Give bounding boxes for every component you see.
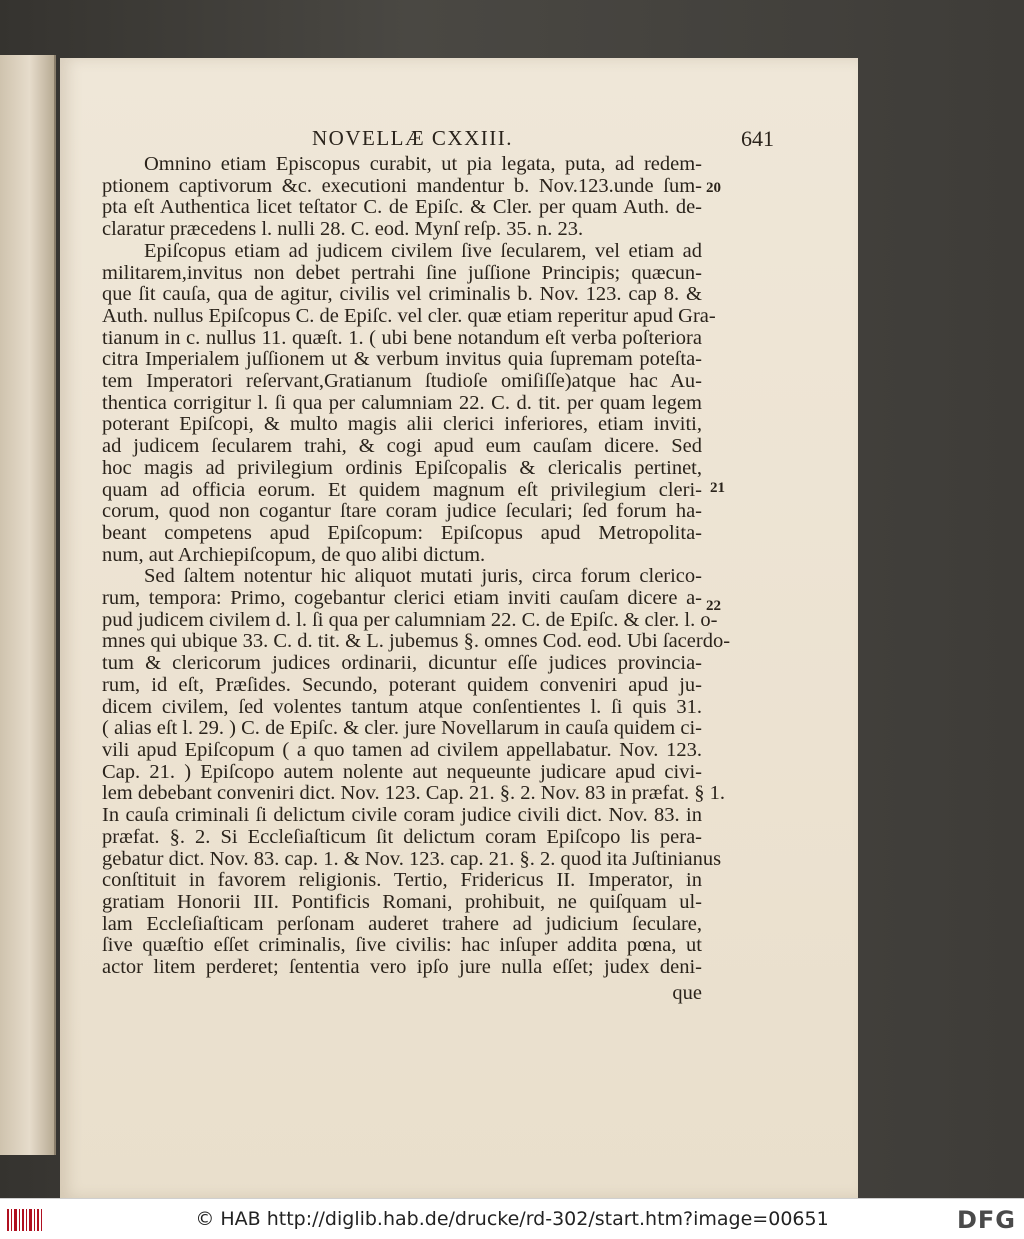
previous-page-edge xyxy=(0,55,56,1155)
text-line: Auth. nullus Epiſcopus C. de Epiſc. vel cler. quæ etiam reperitur apud Gra- xyxy=(102,304,716,327)
margin-number-21: 21 xyxy=(710,480,725,496)
text-line: quam ad officia eorum. Et quidem magnum eſt privilegium cleri- xyxy=(102,478,702,501)
text-line: rum, id eſt, Præſides. Secundo, poterant quidem conveniri apud ju- xyxy=(102,673,702,696)
text-line: poterant Epiſcopi, & multo magis alii clerici inferiores, etiam inviti, xyxy=(102,413,702,436)
catchword: que xyxy=(672,981,702,1004)
text-line: num, aut Archiepiſcopum, de quo alibi dictum. xyxy=(102,543,486,566)
text-line: tum & clericorum judices ordinarii, dicuntur eſſe judices provincia- xyxy=(102,652,702,675)
footer-bar xyxy=(0,1198,1024,1239)
body-text xyxy=(102,154,762,979)
text-line: vili apud Epiſcopum ( a quo tamen ad civilem appellabatur. Nov. 123. xyxy=(102,738,702,761)
text-line: thentica corrigitur l. ſi qua per calumniam 22. C. d. tit. per quam legem xyxy=(102,391,702,414)
text-line: citra Imperialem juſſionem ut & verbum invitus quia ſupremam poteſta- xyxy=(102,348,702,371)
text-line: claratur præcedens l. nulli 28. C. eod. Mynſ reſp. 35. n. 23. xyxy=(102,218,584,241)
text-line: ( alias eſt l. 29. ) C. de Epiſc. & cler. jure Novellarum in cauſa quidem ci- xyxy=(102,717,702,740)
text-line: hoc magis ad privilegium ordinis Epiſcopalis & clericalis pertinet, xyxy=(102,456,702,479)
text-line: Cap. 21. ) Epiſcopo autem nolente aut nequeunte judicare apud civi- xyxy=(102,760,702,783)
folio-number: 641 xyxy=(741,126,774,151)
text-line: tianum in c. nullus 11. quæſt. 1. ( ubi bene notandum eſt verba poſteriora xyxy=(102,326,702,349)
text-line: rum, tempora: Primo, cogebantur clerici etiam inviti cauſam dicere a- xyxy=(102,587,702,610)
text-line: Omnino etiam Episcopus curabit, ut pia legata, puta, ad redem- xyxy=(144,153,702,175)
running-head: NOVELLÆ CXXIII. xyxy=(312,126,513,150)
book-page xyxy=(60,58,858,1198)
margin-number-22: 22 xyxy=(706,598,721,614)
text-line: lam Eccleſiaſticam perſonam auderet trahere ad judicium ſeculare, xyxy=(102,912,702,935)
text-line: conſtituit in favorem religionis. Tertio, Fridericus II. Imperator, in xyxy=(102,869,702,892)
text-line: dicem civilem, ſed volentes tantum atque conſentientes l. ſi quis 31. xyxy=(102,695,702,718)
text-line: militarem,invitus non debet pertrahi ſine juſſione Principis; quæcun- xyxy=(102,261,702,284)
text-line: In cauſa criminali ſi delictum civile coram judice civili dict. Nov. 83. in xyxy=(102,804,702,827)
text-line: mnes qui ubique 33. C. d. tit. & L. jubemus §. omnes Cod. eod. Ubi ſacerdo- xyxy=(102,630,731,653)
text-line: actor litem perderet; ſententia vero ipſo jure nulla eſſet; judex deni- xyxy=(102,956,702,979)
text-line: ptionem captivorum &c. executioni mandentur b. Nov.123.unde ſum- xyxy=(102,174,702,197)
text-line: gebatur dict. Nov. 83. cap. 1. & Nov. 123. cap. 21. §. 2. quod ita Juſtinianus xyxy=(102,847,722,870)
text-line: lem debebant conveniri dict. Nov. 123. Cap. 21. §. 2. Nov. 83 in præfat. § 1. xyxy=(102,782,726,805)
text-line: præfat. §. 2. Si Eccleſiaſticum ſit delictum coram Epiſcopo lis pera- xyxy=(102,825,702,848)
text-line: gratiam Honorii III. Pontificis Romani, prohibuit, ne quiſquam ul- xyxy=(102,890,702,913)
text-line: Sed ſaltem notentur hic aliquot mutati juris, circa forum clerico- xyxy=(144,565,702,588)
text-line: Epiſcopus etiam ad judicem civilem ſive ſecularem, vel etiam ad xyxy=(144,239,702,262)
margin-number-20: 20 xyxy=(706,180,721,196)
text-line: ſive quæſtio eſſet criminalis, ſive civilis: hac inſuper addita pœna, ut xyxy=(102,934,702,957)
text-line: que ſit cauſa, qua de agitur, civilis vel criminalis b. Nov. 123. cap 8. & xyxy=(102,283,702,306)
text-line: pud judicem civilem d. l. ſi qua per calumniam 22. C. de Epiſc. & cler. l. o- xyxy=(102,608,718,631)
page-header xyxy=(102,126,774,154)
text-line: corum, quod non cogantur ſtare coram judice ſeculari; ſed forum ha- xyxy=(102,500,702,523)
text-line: tem Imperatori reſervant,Gratianum ſtudioſe omiſiſſe)atque hac Au- xyxy=(102,370,702,393)
text-line: pta eſt Authentica licet teſtator C. de Epiſc. & Cler. per quam Auth. de- xyxy=(102,196,702,219)
text-line: ad judicem ſecularem trahi, & cogi apud eum cauſam dicere. Sed xyxy=(102,435,702,458)
text-line: beant competens apud Epiſcopum: Epiſcopus apud Metropolita- xyxy=(102,521,702,544)
copyright-link[interactable]: © HAB http://diglib.hab.de/drucke/rd-302/start.htm?image=00651 xyxy=(195,1208,829,1230)
page-text-block xyxy=(102,126,774,1004)
dfg-logo: DFG xyxy=(956,1206,1016,1234)
